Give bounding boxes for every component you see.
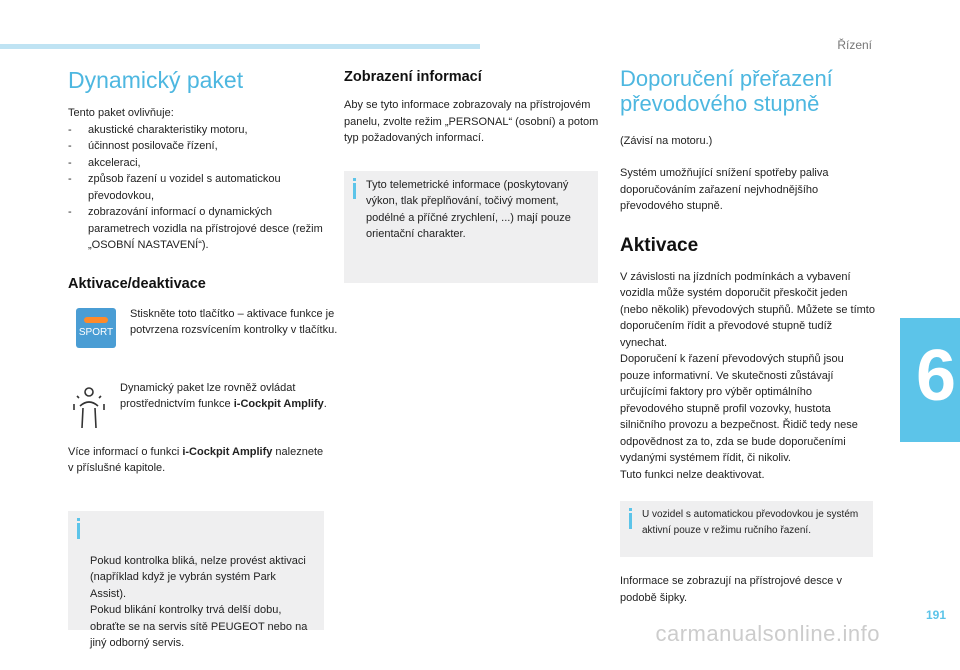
icockpit-person-icon: [70, 384, 108, 430]
list-item: - akustické charakteristiky motoru,: [68, 122, 324, 139]
info-display-text: Aby se tyto informace zobrazovaly na přístrojovém panelu, zvolte režim „PERSONAL“ (osobní) a potom typ požadovaných informací.: [344, 99, 599, 144]
info-icon: [77, 523, 80, 539]
list-item: - zobrazování informací o dynamických parametrech vozidla na přístrojové desce (režim „OSOBNÍ NASTAVENÍ“).: [68, 204, 324, 254]
page-number: 191: [925, 608, 946, 622]
blink-note: [68, 511, 324, 650]
more-info-text: Více informací o funkci i-Cockpit Amplify naleznete v příslušné kapitole.: [68, 445, 324, 475]
chapter-tab: [900, 318, 960, 442]
blink-note-text: Pokud kontrolka bliká, nelze provést aktivaci (například když je vybrán systém Park Assist). Pokud blikání kontrolky trvá delší dobu, obraťte se na servis sítě PEUGEOT nebo na jiný odborný servis.: [90, 554, 308, 650]
sport-step: [68, 306, 338, 368]
column-gear-advice: [620, 60, 876, 606]
dynamic-pack-list: [68, 122, 324, 254]
column-dynamic-pack: [68, 60, 338, 650]
telemetry-note: [344, 171, 598, 283]
indicator-light-icon: [84, 317, 108, 323]
section-name: Řízení: [837, 38, 872, 52]
gear-advice-description: Systém umožňující snížení spotřeby paliva doporučováním zařazení nejvhodnějšího převodového stupně.: [620, 167, 829, 213]
automatic-gearbox-note: [620, 501, 873, 557]
telemetry-note-text: Tyto telemetrické informace (poskytovaný výkon, tlak přeplňování, točivý moment, podélné a příčné zrychlení, ...) mají pouze orientační charakter.: [366, 178, 571, 240]
chapter-number: 6: [916, 336, 957, 416]
list-item: - způsob řazení u vozidel s automatickou převodovkou,: [68, 171, 324, 204]
automatic-gearbox-note-text: U vozidel s automatickou převodovkou je systém aktivní pouze v režimu ručního řazení.: [642, 509, 859, 537]
watermark: carmanualsonline.info: [655, 621, 880, 646]
sport-step-text: Stiskněte toto tlačítko – aktivace funkce je potvrzena rozsvícením kontrolky v tlačítku.: [130, 307, 338, 337]
column-info-display: [344, 60, 600, 283]
gear-activation-subtitle: Aktivace: [620, 234, 699, 256]
dynamic-pack-intro: Tento paket ovlivňuje:: [68, 107, 174, 120]
sport-button-label: SPORT: [78, 326, 114, 338]
info-icon: [353, 183, 356, 199]
icockpit-block: [68, 380, 327, 436]
info-display-title: Zobrazení informací: [344, 69, 482, 85]
engine-dependency-text: (Závisí na motoru.): [620, 134, 713, 147]
activation-subtitle: Aktivace/deaktivace: [68, 275, 206, 292]
header-accent-bar: [0, 44, 480, 49]
dynamic-pack-title: Dynamický paket: [68, 67, 244, 93]
gear-activation-body: V závislosti na jízdních podmínkách a vybavení vozidla může systém doporučit přeskočit jeden (nebo několik) převodových stupňů. Můžete se tímto doporučením řídit a převodové stupně tudíž vynechat. Doporučení k řazení převodových stupňů jsou pouze informativní. Ve skutečnosti zůstávají určujícími faktory pro výběr optimálního převodového stupně profil vozovky, hustota silničního provozu a bezpečnost. Řidič tedy nese odpovědnost za to, zda se bude doporučeními vydanými systémem řídit, či nikoliv. Tuto funkci nelze deaktivovat.: [620, 270, 875, 481]
gear-display-footer: Informace se zobrazují na přístrojové desce v podobě šipky.: [620, 575, 842, 604]
list-item: - akceleraci,: [68, 155, 324, 172]
icockpit-text: Dynamický paket lze rovněž ovládat prostřednictvím funkce i-Cockpit Amplify.: [120, 381, 327, 411]
info-icon: [629, 513, 632, 529]
list-item: - účinnost posilovače řízení,: [68, 138, 324, 155]
sport-button-icon: [76, 308, 116, 348]
gear-advice-title: Doporučení přeřazení převodového stupně: [620, 66, 833, 117]
